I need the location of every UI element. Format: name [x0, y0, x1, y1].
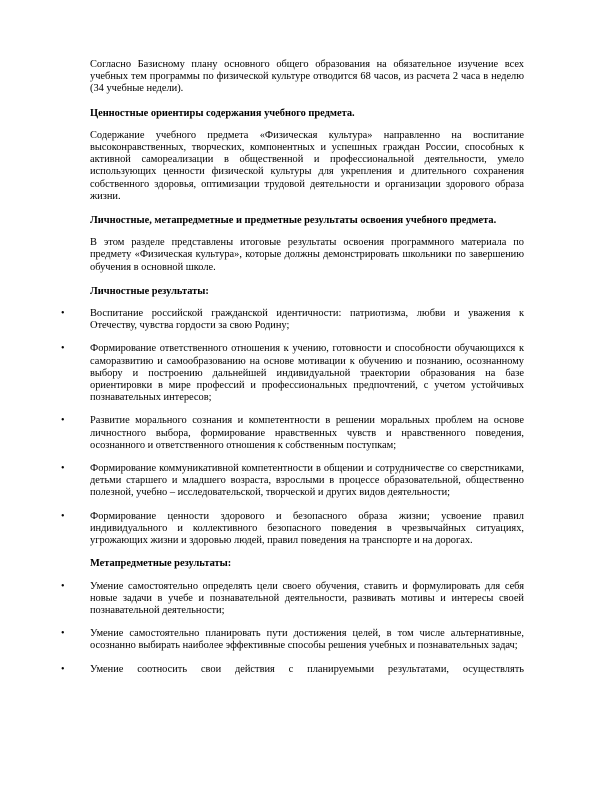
list-item — [61, 628, 524, 652]
bullet-icon: • — [61, 463, 65, 475]
list-item-text: Развитие морального сознания и компетентности в решении моральных проблем на основе личностного выбора, формирование нравственных чувств и нравственного поведения, осознанного и ответственного отношения к собственным поступкам; — [90, 415, 524, 451]
bullet-icon: • — [61, 343, 65, 355]
list-item — [61, 510, 524, 548]
list-item-text: Формирование коммуникативной компетентности в общении и сотрудничестве со сверстниками, детьми старшего и младшего возраста, взрослыми в процессе образовательной, общественно полезной, учебно – исследовательской, творческой и других видов деятельности; — [90, 463, 524, 499]
list-item-text: Воспитание российской гражданской идентичности: патриотизма, любви и уважения к Отечеству, чувства гордости за свою Родину; — [90, 308, 524, 332]
results-paragraph: В этом разделе представлены итоговые результаты освоения программного материала по предмету «Физическая культура», которые должны демонстрировать школьники по завершению обучения в основной школе. — [90, 237, 524, 273]
values-heading: Ценностные ориентиры содержания учебного предмета. — [90, 107, 355, 119]
meta-results-list — [61, 580, 524, 676]
bullet-icon: • — [61, 510, 65, 522]
bullet-icon: • — [61, 308, 65, 320]
bullet-icon: • — [61, 580, 65, 592]
bullet-icon: • — [61, 628, 65, 640]
intro-paragraph: Согласно Базисному плану основного общего образования на обязательное изучение всех учебных тем программы по физической культуре отводится 68 часов, из расчета 2 часа в неделю (34 учебные недели). — [90, 59, 524, 95]
list-item — [61, 463, 524, 500]
list-item — [61, 343, 524, 404]
list-item-text: Умение самостоятельно планировать пути достижения целей, в том числе альтернативные, осознанно выбирать наиболее эффективные способы решения учебных и познавательных задач; — [90, 628, 524, 652]
personal-results-list — [61, 308, 524, 547]
values-paragraph: Содержание учебного предмета «Физическая культура» направленно на воспитание высоконравственных, творческих, компонентных и успешных граждан России, способных к активной самореализации в общественной и профессиональной деятельности, умело использующих ценности физической культуры для укрепления и длительного сохранения собственного здоровья, оптимизации трудовой деятельности и организации здорового образа жизни. — [90, 129, 524, 202]
list-item-text: Формирование ответственного отношения к учению, готовности и способности обучающихся к саморазвитию и самообразованию на основе мотивации к обучению и познанию, осознанному выбору и построению дальнейшей индивидуальной траектории образования на базе ориентировки в мире профессий и профессиональных предпочтений, с учетом устойчивых познавательных интересов; — [90, 343, 524, 404]
list-item — [61, 415, 524, 452]
results-heading: Личностные, метапредметные и предметные результаты освоения учебного предмета. — [90, 215, 497, 227]
personal-results-heading: Личностные результаты: — [90, 285, 209, 297]
list-item — [61, 580, 524, 618]
list-item — [61, 308, 524, 332]
list-item-text: Формирование ценности здорового и безопасного образа жизни; усвоение правил индивидуального и коллективного безопасного поведения в чрезвычайных ситуациях, угрожающих жизни и здоровью людей, правил поведения на транспорте и на дорогах. — [90, 510, 524, 547]
list-item — [61, 663, 524, 676]
bullet-icon: • — [61, 415, 65, 427]
list-item-text: Умение соотносить свои действия с планируемыми результатами, осуществлять — [90, 663, 524, 675]
bullet-icon: • — [61, 663, 65, 675]
list-item-text: Умение самостоятельно определять цели своего обучения, ставить и формулировать для себя новые задачи в учебе и познавательной деятельности, развивать мотивы и интересы своей познавательной деятельности; — [90, 580, 524, 616]
meta-results-heading: Метапредметные результаты: — [90, 558, 232, 570]
